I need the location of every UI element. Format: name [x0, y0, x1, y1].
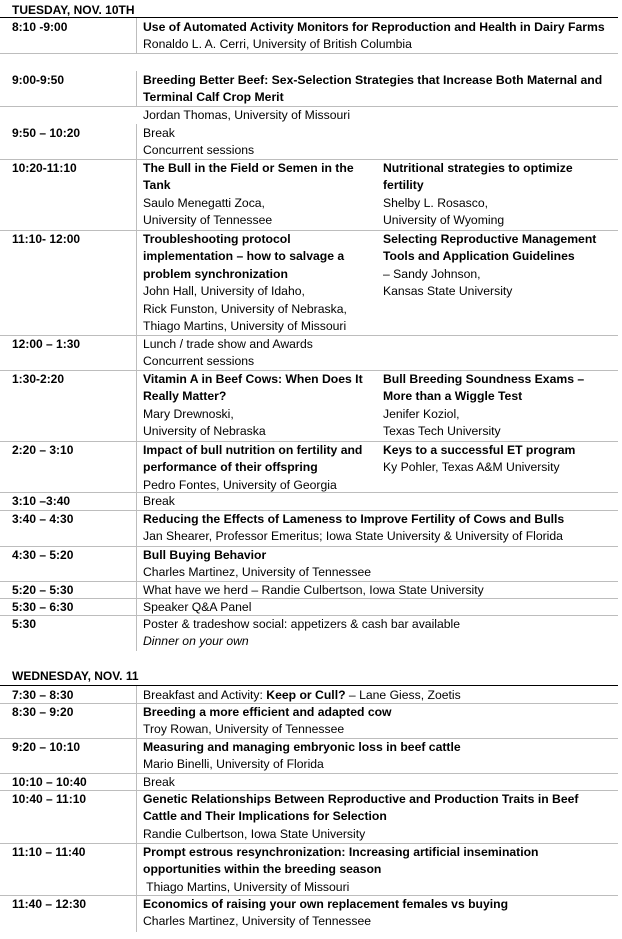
column-divider: [136, 843, 137, 896]
session-title: Vitamin A in Beef Cows: When Does It Really Matter?: [143, 372, 363, 404]
session-title: Use of Automated Activity Monitors for Reproduction and Health in Dairy Farms: [143, 20, 605, 34]
session-detail: Jenifer Koziol,: [383, 406, 460, 421]
schedule-row: [0, 895, 618, 931]
time-slot: 8:10 -9:00: [12, 20, 68, 34]
schedule-row: [0, 510, 618, 547]
schedule-row: [0, 71, 618, 122]
column-divider: [136, 581, 137, 599]
session-title: Keys to a successful ET program: [383, 443, 576, 457]
column-divider: [136, 441, 137, 493]
schedule-row: [0, 546, 618, 582]
column-divider: [136, 773, 137, 791]
session-cell: [143, 844, 613, 896]
schedule-row: [0, 686, 618, 704]
session-detail: University of Tennessee: [143, 213, 273, 228]
schedule-row: [0, 492, 618, 511]
time-slot: 11:40 – 12:30: [12, 897, 87, 911]
schedule-row: [0, 581, 618, 599]
session-cell: [143, 616, 613, 651]
session-title: Troubleshooting protocol implementation – how to salvage a problem synchronization: [143, 232, 345, 281]
time-slot: 2:20 – 3:10: [12, 443, 74, 457]
session-note: Dinner on your own: [143, 634, 249, 649]
session-detail: Randie Culbertson, Iowa State University: [143, 826, 366, 841]
time-slot: 9:20 – 10:10: [12, 740, 81, 754]
time-slot: 5:20 – 5:30: [12, 583, 74, 597]
session-detail: Jan Shearer, Professor Emeritus; Iowa State University & University of Florida: [143, 529, 563, 544]
session-detail: John Hall, University of Idaho,: [143, 284, 305, 299]
session-cell: [143, 19, 613, 54]
session-detail: Kansas State University: [383, 284, 513, 299]
schedule-row: [0, 703, 618, 739]
time-slot: 10:10 – 10:40: [12, 775, 87, 789]
session-cell: [143, 687, 613, 704]
schedule-row: [0, 790, 618, 844]
session-cell: [143, 72, 613, 124]
schedule-row: [0, 615, 618, 650]
schedule-row: [0, 335, 618, 371]
column-divider: [136, 615, 137, 651]
session-left: [143, 442, 375, 494]
time-slot: 1:30-2:20: [12, 372, 65, 386]
session-cell: [143, 125, 613, 160]
session-detail: – Sandy Johnson,: [383, 266, 481, 281]
schedule-row: [0, 738, 618, 774]
time-slot: 9:50 – 10:20: [12, 126, 81, 140]
day-heading: WEDNESDAY, NOV. 11: [12, 669, 139, 683]
time-slot: 8:30 – 9:20: [12, 705, 74, 719]
column-divider: [136, 124, 137, 160]
session-detail: What have we herd – Randie Culbertson, Iowa State University: [143, 583, 484, 597]
session-detail: Break: [143, 126, 175, 140]
column-divider: [136, 546, 137, 582]
session-detail: Texas Tech University: [383, 424, 501, 439]
time-slot: 3:10 –3:40: [12, 494, 71, 508]
session-line-prefix: Breakfast and Activity:: [143, 688, 267, 702]
session-detail: Mario Binelli, University of Florida: [143, 757, 324, 772]
session-detail: Concurrent sessions: [143, 354, 255, 369]
schedule-row: [0, 18, 618, 54]
time-slot: 5:30 – 6:30: [12, 600, 74, 614]
column-divider: [136, 370, 137, 442]
session-cell: [143, 774, 613, 791]
session-title: Genetic Relationships Between Reproductive and Production Traits in Beef Cattle and Their Implications for Selection: [143, 792, 579, 824]
session-cell: [143, 791, 613, 843]
column-divider: [136, 703, 137, 739]
column-divider: [136, 335, 137, 371]
session-title: Selecting Reproductive Management Tools and Application Guidelines: [383, 232, 597, 264]
time-slot: 4:30 – 5:20: [12, 548, 74, 562]
column-divider: [136, 492, 137, 511]
column-divider: [136, 686, 137, 704]
column-divider: [136, 598, 137, 616]
session-right: [383, 442, 615, 477]
time-slot: 5:30: [12, 617, 37, 631]
session-cell: [143, 896, 613, 931]
session-cell: [143, 493, 613, 510]
session-title: The Bull in the Field or Semen in the Tank: [143, 161, 354, 193]
session-cell: [143, 599, 613, 616]
session-detail: Break: [143, 775, 175, 789]
session-title: Bull Breeding Soundness Exams – More than a Wiggle Test: [383, 372, 585, 404]
session-title: Impact of bull nutrition on fertility and performance of their offspring: [143, 443, 363, 475]
session-line: [143, 687, 613, 704]
day-heading: TUESDAY, NOV. 10TH: [12, 3, 135, 17]
session-title: Reducing the Effects of Lameness to Improve Fertility of Cows and Bulls: [143, 512, 565, 526]
time-slot: 10:40 – 11:10: [12, 792, 87, 806]
activity-title: Keep or Cull?: [266, 688, 346, 702]
column-divider: [136, 738, 137, 774]
session-line-suffix: – Lane Giess, Zoetis: [345, 688, 461, 702]
session-detail: University of Wyoming: [383, 213, 505, 228]
session-detail: Ronaldo L. A. Cerri, University of British Columbia: [143, 37, 412, 52]
time-slot: 3:40 – 4:30: [12, 512, 74, 526]
column-divider: [136, 895, 137, 932]
session-detail: Lunch / trade show and Awards: [143, 337, 313, 351]
column-divider: [136, 510, 137, 547]
schedule-row: [0, 441, 618, 493]
session-detail: University of Nebraska: [143, 424, 266, 439]
session-title: Economics of raising your own replacement females vs buying: [143, 897, 509, 911]
column-divider: [136, 790, 137, 844]
session-left: [143, 231, 375, 335]
session-title: Breeding Better Beef: Sex-Selection Strategies that Increase Both Maternal and Terminal Calf Crop Merit: [143, 73, 603, 105]
column-divider: [136, 159, 137, 231]
time-slot: 11:10 – 11:40: [12, 845, 86, 859]
column-divider: [136, 230, 137, 336]
session-detail: Ky Pohler, Texas A&M University: [383, 460, 560, 475]
session-detail: Saulo Menegatti Zoca,: [143, 195, 265, 210]
session-cell: [143, 704, 613, 739]
column-divider: [136, 71, 137, 107]
session-detail: Speaker Q&A Panel: [143, 600, 252, 614]
session-left: [143, 371, 375, 441]
session-title: Breeding a more efficient and adapted cow: [143, 705, 392, 719]
session-detail: Poster & tradeshow social: appetizers & cash bar available: [143, 617, 461, 631]
schedule-row: [0, 370, 618, 442]
session-title: Nutritional strategies to optimize fertility: [383, 161, 573, 193]
session-cell: [143, 511, 613, 546]
schedule-row: [0, 843, 618, 896]
session-detail: Thiago Martins, University of Missouri: [143, 319, 347, 334]
session-cell: [143, 582, 613, 599]
schedule-row: [0, 124, 618, 160]
session-right: [383, 231, 615, 301]
session-detail: Shelby L. Rosasco,: [383, 195, 489, 210]
session-cell: [143, 547, 613, 582]
time-slot: 9:00-9:50: [12, 73, 65, 87]
column-divider: [136, 18, 137, 54]
session-detail: Rick Funston, University of Nebraska,: [143, 301, 347, 316]
session-detail: Pedro Fontes, University of Georgia: [143, 477, 337, 492]
session-title: Measuring and managing embryonic loss in beef cattle: [143, 740, 461, 754]
session-detail: Mary Drewnoski,: [143, 406, 234, 421]
schedule-row: [0, 230, 618, 336]
session-detail: Charles Martinez, University of Tennessee: [143, 565, 372, 580]
session-detail: Break: [143, 494, 175, 508]
schedule-row: [0, 598, 618, 616]
schedule-row: [0, 159, 618, 231]
session-detail: Troy Rowan, University of Tennessee: [143, 722, 345, 737]
session-title: Bull Buying Behavior: [143, 548, 267, 562]
session-right: [383, 371, 615, 441]
session-detail: Charles Martinez, University of Tennessee: [143, 914, 372, 929]
session-right: [383, 160, 615, 230]
session-title: Prompt estrous resynchronization: Increasing artificial insemination opportunities within the breeding season: [143, 845, 539, 877]
time-slot: 11:10- 12:00: [12, 232, 81, 246]
session-left: [143, 160, 375, 230]
session-detail: Concurrent sessions: [143, 143, 255, 158]
session-cell: [143, 336, 613, 371]
time-slot: 10:20-11:10: [12, 161, 77, 175]
schedule-row: [0, 773, 618, 791]
time-slot: 7:30 – 8:30: [12, 688, 74, 702]
session-detail: Jordan Thomas, University of Missouri: [143, 107, 351, 122]
time-slot: 12:00 – 1:30: [12, 337, 81, 351]
session-detail: Thiago Martins, University of Missouri: [143, 879, 350, 894]
session-cell: [143, 739, 613, 774]
